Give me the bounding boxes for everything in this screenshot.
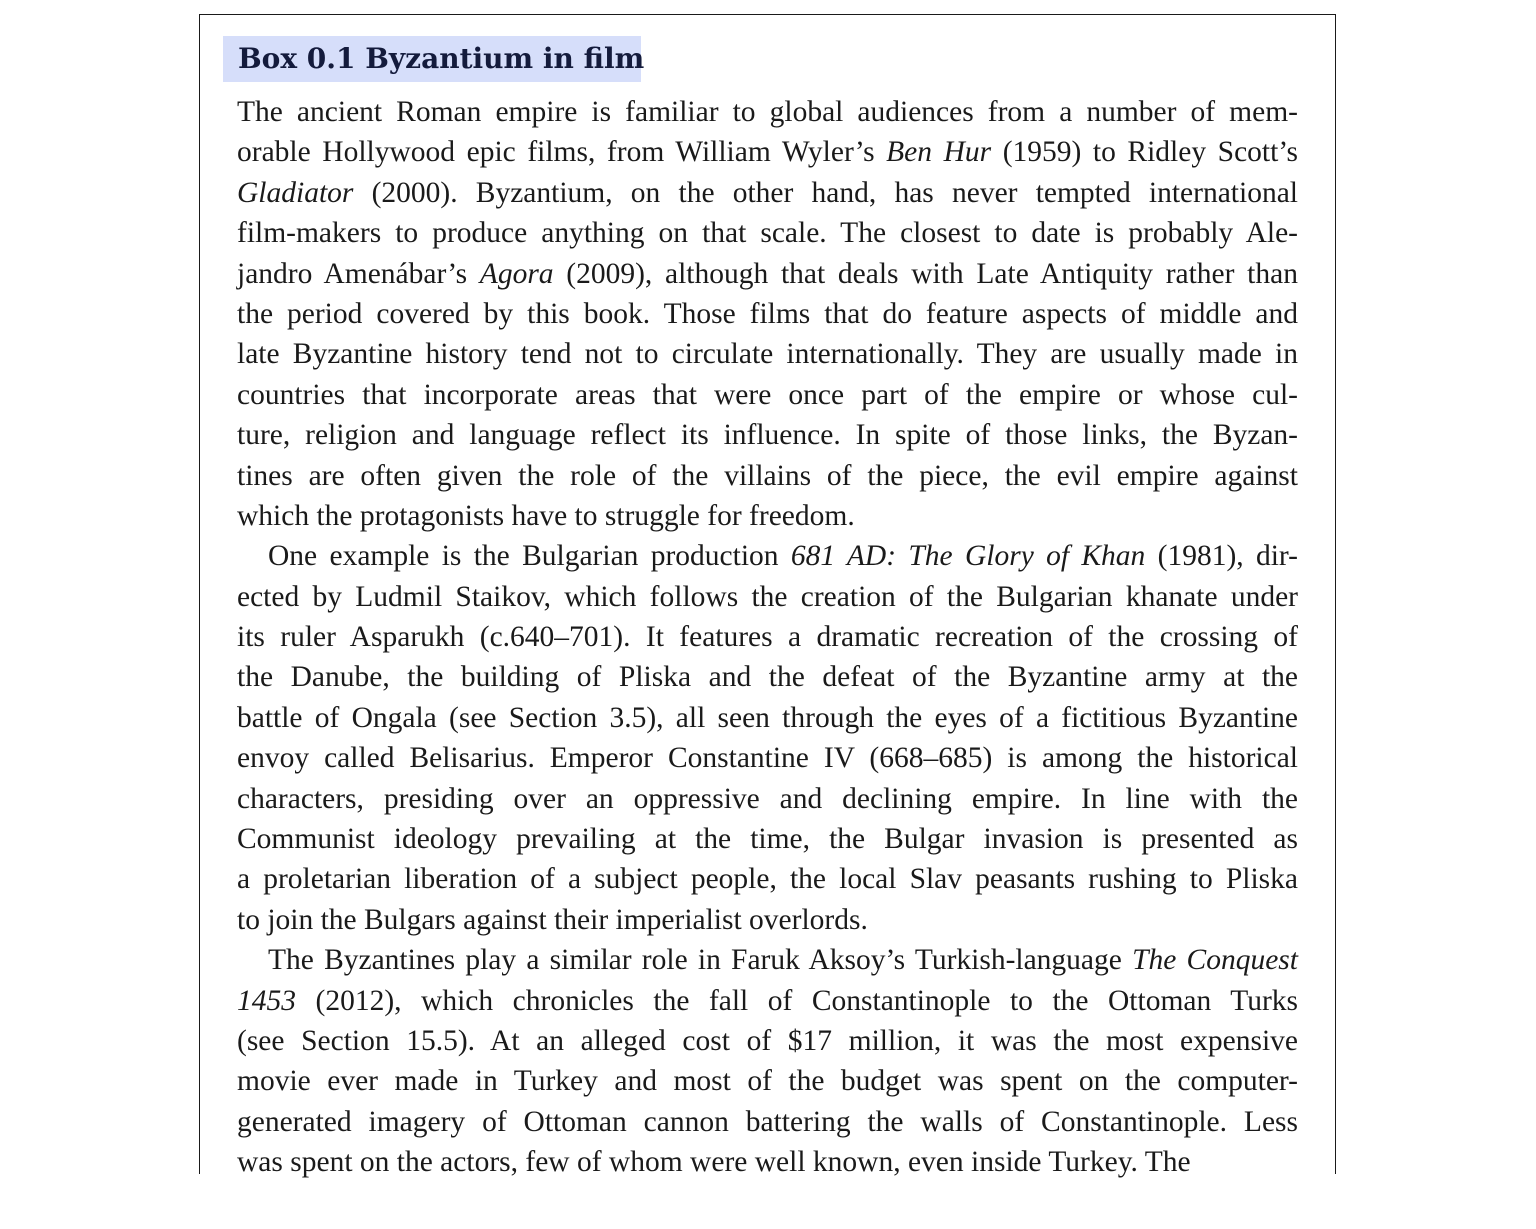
text-line	[237, 1021, 1298, 1061]
text-run: (1959) to Ridley Scott’s	[991, 136, 1298, 169]
text-run: movie ever made in Turkey and most of the budget was spent on the computer-	[237, 1065, 1298, 1098]
italic-title: 1453	[237, 984, 296, 1017]
text-run: envoy called Belisarius. Emperor Constantine IV (668–685) is among the historical	[237, 742, 1298, 775]
italic-title: Agora	[479, 257, 554, 290]
italic-title: The Conquest	[1132, 944, 1298, 977]
text-line	[237, 456, 1298, 496]
text-run: countries that incorporate areas that were once part of the empire or whose cul-	[237, 378, 1298, 411]
text-line	[237, 496, 1298, 536]
text-run: a proletarian liberation of a subject people, the local Slav peasants rushing to Pliska	[237, 863, 1298, 896]
text-run: The Byzantines play a similar role in Faruk Aksoy’s Turkish-language	[268, 944, 1133, 977]
text-line	[237, 1102, 1298, 1142]
text-run: to join the Bulgars against their imperialist overlords.	[237, 903, 868, 936]
text-run: the period covered by this book. Those films that do feature aspects of middle and	[237, 297, 1298, 330]
text-line	[237, 1142, 1298, 1182]
text-run: film-makers to produce anything on that scale. The closest to date is probably Ale-	[237, 217, 1298, 250]
text-line	[237, 657, 1298, 697]
text-run: late Byzantine history tend not to circulate internationally. They are usually made in	[237, 338, 1298, 371]
text-line	[237, 334, 1298, 374]
text-line	[237, 900, 1298, 940]
text-line	[237, 415, 1298, 455]
text-line	[237, 92, 1298, 132]
text-run: One example is the Bulgarian production	[268, 540, 791, 573]
box-title: Box 0.1 Byzantium in film	[223, 36, 641, 82]
text-run: The ancient Roman empire is familiar to global audiences from a number of mem-	[237, 96, 1298, 128]
text-line	[237, 536, 1298, 576]
text-run: ture, religion and language reflect its influence. In spite of those links, the Byzan-	[237, 419, 1298, 452]
text-line	[237, 213, 1298, 253]
text-line	[237, 738, 1298, 778]
text-line	[237, 819, 1298, 859]
text-line	[237, 859, 1298, 899]
text-run: generated imagery of Ottoman cannon battering the walls of Constantinople. Less	[237, 1105, 1298, 1138]
text-line	[237, 698, 1298, 738]
text-run: Communist ideology prevailing at the time, the Bulgar invasion is presented as	[237, 823, 1298, 856]
text-run: which the protagonists have to struggle for freedom.	[237, 499, 855, 532]
box-body-text	[237, 92, 1298, 1183]
text-line	[237, 577, 1298, 617]
text-run: jandro Amenábar’s	[237, 257, 480, 290]
text-run: (see Section 15.5). At an alleged cost of $17 million, it was the most expensive	[237, 1024, 1298, 1057]
text-run: orable Hollywood epic films, from William Wyler’s	[237, 136, 887, 169]
text-run: (1981), dir-	[1145, 540, 1298, 573]
text-line	[237, 132, 1298, 172]
text-run: its ruler Asparukh (c.640–701). It features a dramatic recreation of the crossing of	[237, 621, 1298, 654]
italic-title: Ben Hur	[886, 136, 992, 169]
text-line	[237, 173, 1298, 213]
text-run: (2012), which chronicles the fall of Constantinople to the Ottoman Turks	[296, 984, 1298, 1017]
text-run: (2009), although that deals with Late Antiquity rather than	[553, 257, 1298, 290]
text-run: ected by Ludmil Staikov, which follows the creation of the Bulgarian khanate under	[237, 580, 1298, 613]
text-run: characters, presiding over an oppressive and declining empire. In line with the	[237, 782, 1298, 815]
text-line	[237, 1061, 1298, 1101]
text-line	[237, 981, 1298, 1021]
italic-title: Gladiator	[237, 176, 354, 209]
text-line	[237, 617, 1298, 657]
text-line	[237, 294, 1298, 334]
text-run: tines are often given the role of the villains of the piece, the evil empire against	[237, 459, 1298, 492]
text-run: was spent on the actors, few of whom were well known, even inside Turkey. The	[237, 1146, 1191, 1179]
italic-title: 681 AD: The Glory of Khan	[790, 540, 1146, 573]
text-run: (2000). Byzantium, on the other hand, has never tempted international	[353, 176, 1298, 209]
text-line	[237, 375, 1298, 415]
text-run: battle of Ongala (see Section 3.5), all seen through the eyes of a fictitious Byzantine	[237, 701, 1298, 734]
text-line	[237, 254, 1298, 294]
text-line	[237, 940, 1298, 980]
text-run: the Danube, the building of Pliska and the defeat of the Byzantine army at the	[237, 661, 1298, 694]
text-line	[237, 779, 1298, 819]
